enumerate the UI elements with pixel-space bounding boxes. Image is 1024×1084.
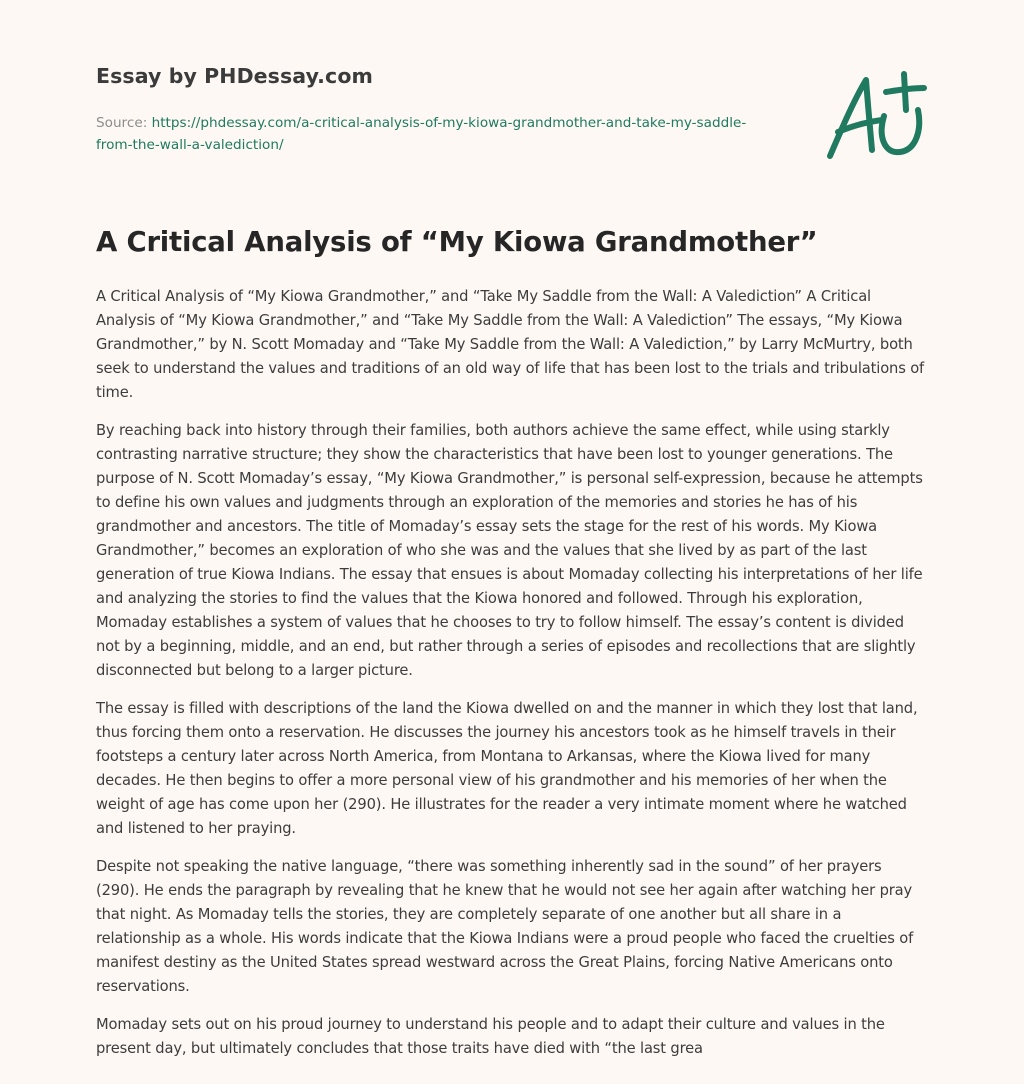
article-title: A Critical Analysis of “My Kiowa Grandmother” — [96, 226, 818, 258]
paragraph-2: By reaching back into history through their families, both authors achieve the same effect, while using starkly contrasting narrative structure; they show the characteristics that have been lost to younger generations. The purpose of N. Scott Momaday’s essay, “My Kiowa Grandmother,” is personal self-expression, because he attempts to define his own values and judgments through an exploration of the memories and stories he has of his grandmother and ancestors. The title of Momaday’s essay sets the stage for the rest of his words. My Kiowa Grandmother,” becomes an exploration of who she was and the values that she lived by as part of the last generation of true Kiowa Indians. The essay that ensues is about Momaday collecting his interpretations of her life and analyzing the stories to find the values that the Kiowa honored and followed. Through his exploration, Momaday establishes a system of values that he chooses to try to follow himself. The essay’s content is divided not by a beginning, middle, and an end, but rather through a series of episodes and recollections that are slightly disconnected but belong to a larger picture. — [96, 422, 923, 679]
site-title: Essay by PHDessay.com — [96, 64, 373, 88]
article-body — [96, 285, 928, 1075]
a-plus-logo-svg — [820, 66, 930, 166]
a-plus-grade-icon — [820, 66, 930, 166]
paragraph-5: Momaday sets out on his proud journey to understand his people and to adapt their culture and values in the present day, but ultimately concludes that those traits have died with “the last grea — [96, 1016, 885, 1057]
paragraph-4: Despite not speaking the native language, “there was something inherently sad in the sound” of her prayers (290). He ends the paragraph by revealing that he knew that he would not see her again after watching her pray that night. As Momaday tells the stories, they are completely separate of one another but all share in a relationship as a whole. His words indicate that the Kiowa Indians were a proud people who faced the cruelties of manifest destiny as the United States spread westward across the Great Plains, forcing Native Americans onto reservations. — [96, 858, 914, 995]
paragraph-3: The essay is filled with descriptions of the land the Kiowa dwelled on and the manner in which they lost that land, thus forcing them onto a reservation. He discusses the journey his ancestors took as he himself travels in their footsteps a century later across North America, from Montana to Arkansas, where the Kiowa lived for many decades. He then begins to offer a more personal view of his grandmother and his memories of her when the weight of age has come upon her (290). He illustrates for the reader a very intimate moment where he watched and listened to her praying. — [96, 700, 918, 837]
source-label: Source: — [96, 115, 148, 131]
source-link[interactable]: https://phdessay.com/a-critical-analysis-of-my-kiowa-grandmother-and-take-my-saddle-from-the-wall-a-valediction/ — [96, 115, 747, 153]
source-line — [96, 112, 776, 156]
paragraph-1: A Critical Analysis of “My Kiowa Grandmother,” and “Take My Saddle from the Wall: A Valediction” A Critical Analysis of “My Kiowa Grandmother,” and “Take My Saddle from the Wall: A Valediction” The essays, “My Kiowa Grandmother,” by N. Scott Momaday and “Take My Saddle from the Wall: A Valediction,” by Larry McMurtry, both seek to understand the values and traditions of an old way of life that has been lost to the trials and tribulations of time. — [96, 288, 925, 401]
